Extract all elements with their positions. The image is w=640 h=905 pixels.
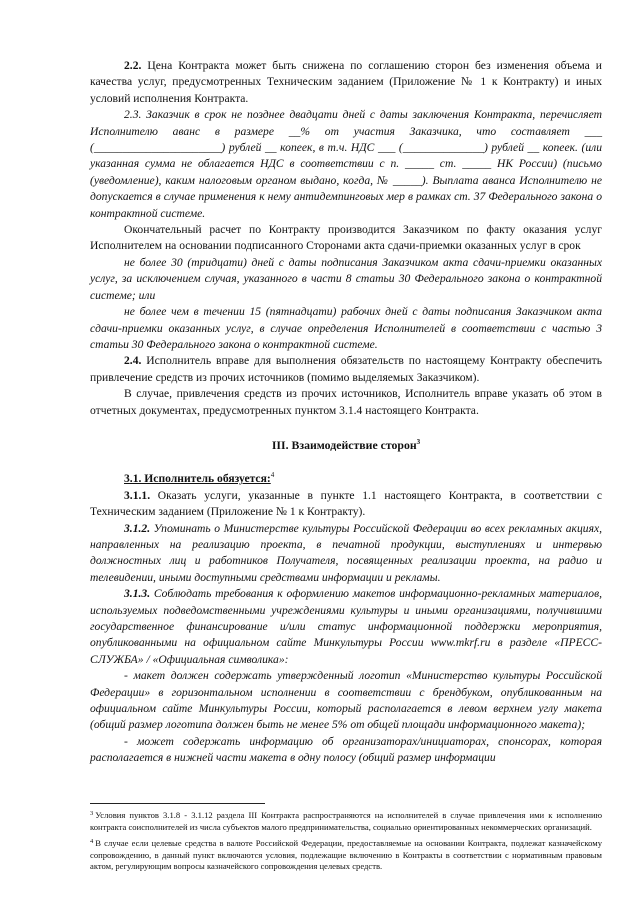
clause-2-2 [90,58,602,107]
clause-text: Исполнитель вправе для выполнения обязательств по настоящему Контракту обеспечить привлечение средств из прочих источников (помимо выделяемых Заказчиком). [90,354,602,384]
clause-number: 3.1.1. [124,488,151,502]
clause-number: 3.1.3. [124,587,151,601]
clause-text: Упоминать о Министерстве культуры Российской Федерации во всех рекламных акциях, направленных на реализацию проекта, в печатной продукции, выступлениях и интервью должностных лиц и работников Получателя, посвященных реализации проекта, на радио и телевидении, иными доступными средствами информации и рекламы. [90,521,602,584]
footnote-divider [90,803,265,804]
footnote-ref: 4 [270,471,275,480]
clause-number: 2.2. [124,59,142,72]
requirement-bullet-2: - может содержать информацию об организаторах/инициаторах, спонсорах, которая располагается в нижней части макета в одну полосу (общий размер информации [90,734,602,765]
final-payment-paragraph: Окончательный расчет по Контракту производится Заказчиком по факту оказания услуг Исполнителем на основании подписанного Сторонами акта сдачи-приемки оказанных услуг в срок [90,223,602,253]
payment-term-2: не более чем в течении 15 (пятнадцати) рабочих дней с даты подписания Заказчиком акта сдачи-приемки оказанных услуг, в случае определения Исполнителей в соответствии с частью 3 статьи 30 Федерального закона о контрактной системе. [90,305,602,351]
clause-number: 2.4. [124,354,142,368]
clause-text: Оказать услуги, указанные в пункте 1.1 настоящего Контракта, в соответствии с Техническим заданием (Приложение № 1 к Контракту). [90,488,602,519]
footnote-text: Условия пунктов 3.1.8 - 3.1.12 раздела III Контракта распространяются на исполнителей в случае привлечения ими к исполнению контракта соисполнителей из числа субъектов малого предпринимательства, социально ориентированных некоммерческих организаций. [90,810,602,832]
footnote-ref: 3 [416,438,421,447]
footnote-mark: 3 [90,810,94,817]
clause-3-1 [90,471,602,487]
footnote-3 [90,808,602,833]
section-heading [90,437,602,453]
payment-term-1: не более 30 (тридцати) дней с даты подписания Заказчиком акта сдачи-приемки оказанных услуг, за исключением случая, указанного в части 8 статьи 30 Федерального закона о контрактной системе; или [90,255,602,302]
clause-number: 3.1.2. [124,521,151,535]
footnotes [90,808,602,876]
clause-text: Соблюдать требования к оформлению макетов информационно-рекламных материалов, используемых подведомственными учреждениями культуры и иными организациями, получившими государственное финансирование и/или статус информационной поддержки мероприятия, опубликованными на официальном сайте Минкультуры России www.mkrf.ru в разделе «ПРЕСС-СЛУЖБА» / «Официальная символика»: [90,587,602,666]
footnote-mark: 4 [90,838,94,846]
clause-heading: 3.1. Исполнитель обязуется: [124,472,271,486]
section-title: III. Взаимодействие сторон [271,437,417,452]
clause-3-1-3 [90,586,602,668]
clause-2-3: 2.3. Заказчик в срок не позднее двадцати дней с даты заключения Контракта, перечисляет Исполнителю аванс в размере __% от участия Заказчика, что составляет ___ (______________________) рублей __ копеек, в т.ч. НДС ___ (______________) рублей __ копеек. (или указанная сумма не облагается НДС в соответствии с п. _____ ст. _____ НК России) (письмо (уведомление), каким налоговым органом выдано, когда, № _____). Выплата аванса Исполнителю не допускается в случае применения к нему антидемпинговых мер в рамках ст. 37 Федерального закона о контрактной системе. [90,108,602,220]
clause-2-4-continuation: В случае, привлечения средств из прочих источников, Исполнитель вправе указать об этом в отчетных документах, предусмотренных пунктом 3.1.4 настоящего Контракта. [90,387,602,417]
clause-2-4 [90,353,602,386]
document-body [90,58,602,767]
requirement-bullet-1: - макет должен содержать утвержденный логотип «Министерство культуры Российской Федерации» в горизонтальном исполнении в соответствии с брендбуком, опубликованным на официальном сайте Минкультуры России, который располагается в левом верхнем углу макета (общий размер логотипа должен быть не менее 5% от общей площади информационного макета); [90,669,602,732]
clause-text: Цена Контракта может быть снижена по соглашению сторон без изменения объема и качества услуг, предусмотренных Техническим заданием (Приложение № 1 к Контракту) и иных условий исполнения Контракта. [90,59,602,105]
footnote-text: В случае если целевые средства в валюте Российской Федерации, предоставляемые на основании Контракта, подлежат казначейскому сопровождению, в данный пункт включаются условия, подлежащие включению в Контракты в соответствии с нормативным правовым актом, регулирующим вопросы казначейского сопровождения целевых средств. [90,838,602,872]
footnote-4 [90,836,602,873]
clause-3-1-1 [90,488,602,521]
clause-3-1-2 [90,521,602,587]
